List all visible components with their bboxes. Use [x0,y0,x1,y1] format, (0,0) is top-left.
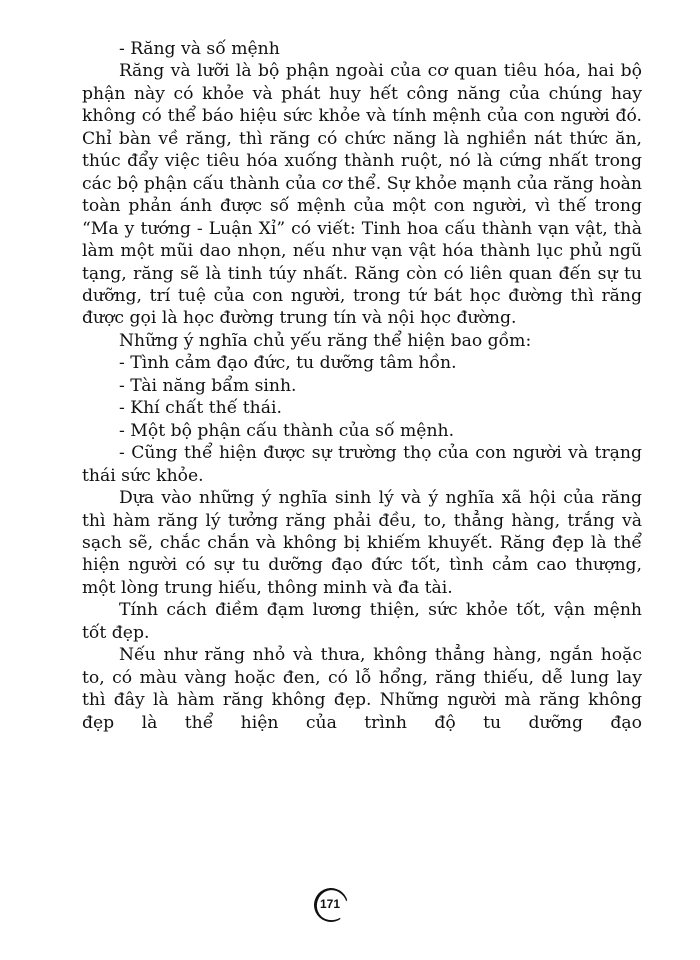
paragraph: Tính cách điềm đạm lương thiện, sức khỏe tốt, vận mệnh tốt đẹp. [82,600,642,643]
document-page [82,38,642,734]
paragraph: Dựa vào những ý nghĩa sinh lý và ý nghĩa xã hội của răng thì hàm răng lý tưởng răng phải đều, to, thẳng hàng, trắng và sạch sẽ, chắc chắn và không bị khiếm khuyết. Răng đẹp là thể hiện người có sự tu dưỡng đạo đức tốt, tình cảm cao thượng, một lòng trung hiếu, thông minh và đa tài. [82,488,642,598]
list-item: - Khí chất thế thái. [119,398,282,419]
paragraph: Răng và lưỡi là bộ phận ngoài của cơ quan tiêu hóa, hai bộ phận này có khỏe và phát huy hết công năng của chúng hay không có thể báo hiệu sức khỏe và tính mệnh của con người đó. Chỉ bàn về răng, thì răng có chức năng là nghiền nát thức ăn, thúc đẩy việc tiêu hóa xuống thành ruột, nó là cứng nhất trong các bộ phận cấu thành của cơ thể. Sự khỏe mạnh của răng hoàn toàn phản ánh được số mệnh của một con người, vì thế trong “Ma y tướng - Luận Xỉ” có viết: Tinh hoa cấu thành vạn vật, thà làm một mũi dao nhọn, nếu như vạn vật hóa thành lục phủ ngũ tạng, răng sẽ là tinh túy nhất. Răng còn có liên quan đến sự tu dưỡng, trí tuệ của con người, trong tứ bát học đường thì răng được gọi là học đường trung tín và nội học đường. [82,61,642,329]
list-item: - Tài năng bẩm sinh. [119,375,297,396]
list-item: - Tình cảm đạo đức, tu dưỡng tâm hồn. [119,353,457,374]
page-number: 171 [320,897,341,911]
page-number-badge [314,888,350,922]
list-item: - Một bộ phận cấu thành của số mệnh. [119,420,455,441]
list-intro: Những ý nghĩa chủ yếu răng thể hiện bao gồm: [119,330,532,351]
paragraph: Nếu như răng nhỏ và thưa, không thẳng hàng, ngắn hoặc to, có màu vàng hoặc đen, có lỗ hổng, răng thiếu, dễ lung lay thì đây là hàm răng không đẹp. Những người mà răng không đẹp là thể hiện của trình độ tu dưỡng đạo [82,645,642,733]
list-item: - Cũng thể hiện được sự trường thọ của con người và trạng thái sức khỏe. [82,443,642,486]
section-subheading: - Răng và số mệnh [119,39,280,59]
